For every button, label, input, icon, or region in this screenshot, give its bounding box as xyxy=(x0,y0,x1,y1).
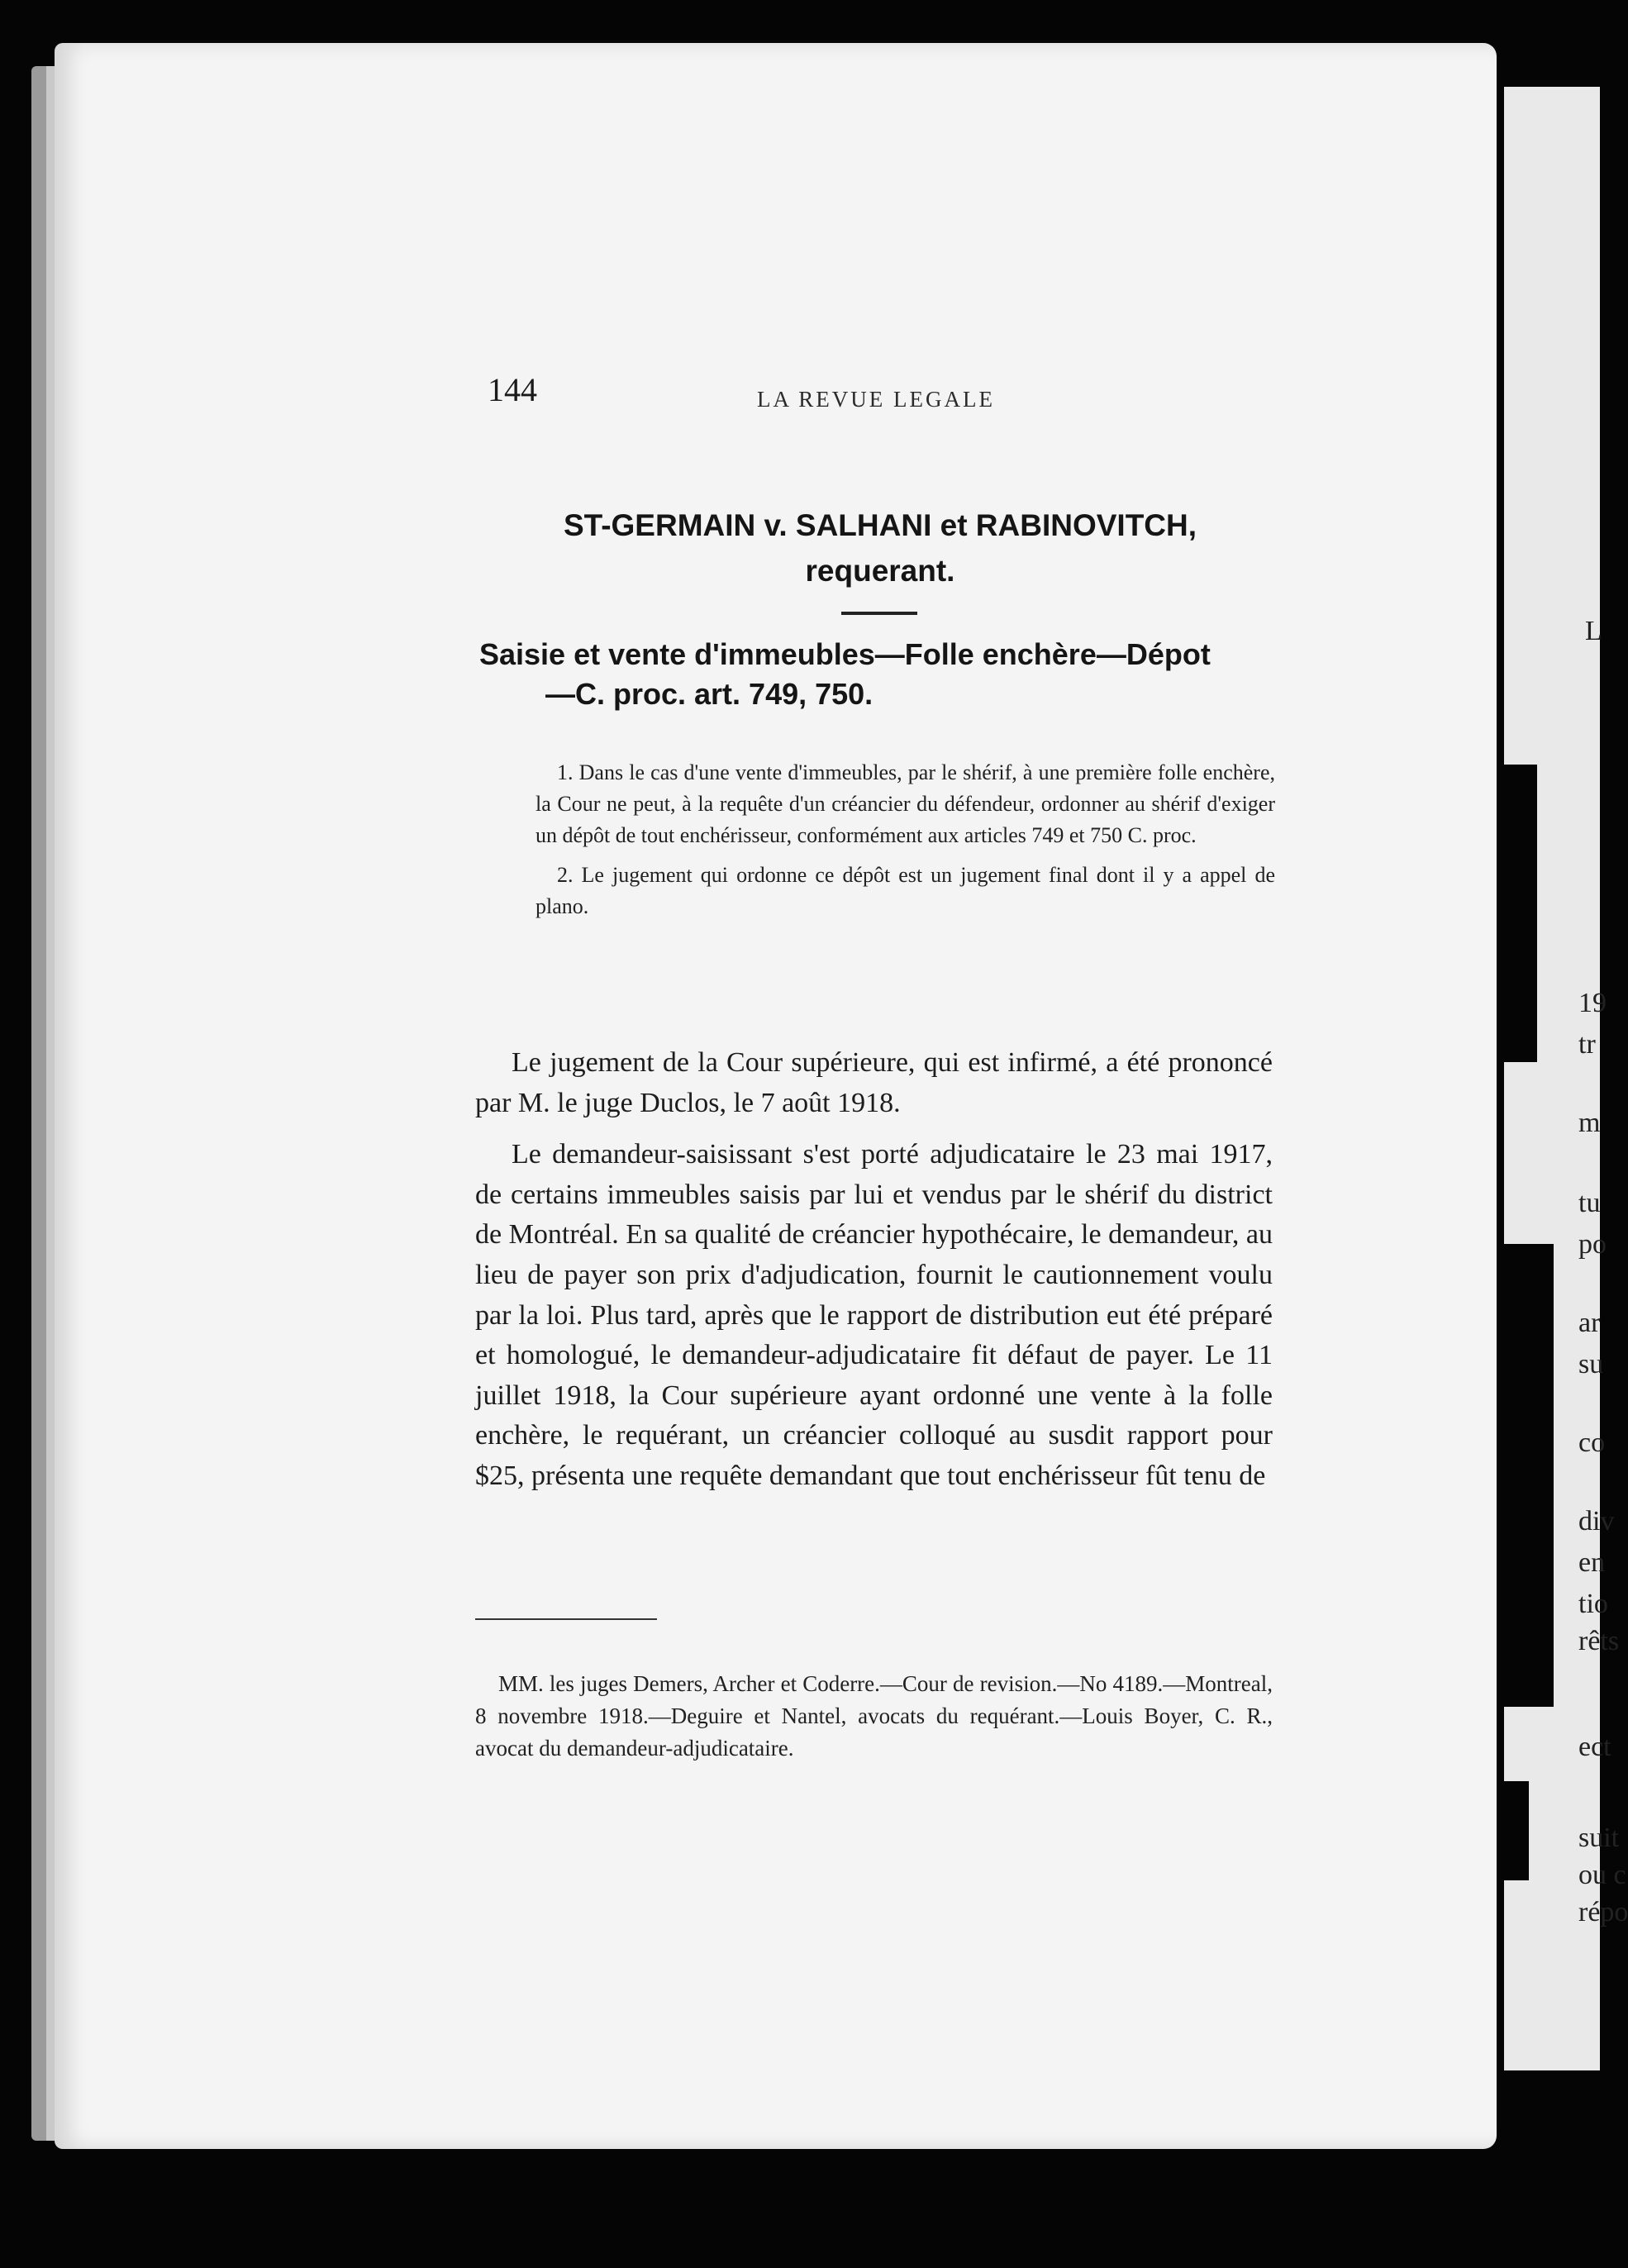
fragment-text: 19 xyxy=(1578,988,1607,1018)
fragment-text: po xyxy=(1578,1229,1607,1260)
headnote: 2. Le jugement qui ordonne ce dépôt est un jugement final dont il y a appel de plano. xyxy=(536,863,1275,918)
page-tear xyxy=(1504,765,1537,1062)
fragment-text: tr xyxy=(1578,1029,1596,1060)
fragment-text: L xyxy=(1585,616,1602,646)
fragment-text: ou c xyxy=(1578,1860,1626,1890)
fragment-text: su xyxy=(1578,1349,1604,1379)
fragment-text: co xyxy=(1578,1427,1606,1458)
fragment-text: tio xyxy=(1578,1589,1608,1619)
running-title: LA REVUE LEGALE xyxy=(757,387,995,412)
subject-line: —C. proc. art. 749, 750. xyxy=(545,677,874,711)
adjacent-page-fragment xyxy=(1504,87,1628,2070)
fragment-text: suit xyxy=(1578,1822,1620,1853)
page-tear xyxy=(1504,1244,1554,1707)
fragment-text: rêts xyxy=(1578,1626,1620,1656)
body-text xyxy=(475,1043,1273,1508)
headnote: 1. Dans le cas d'une vente d'immeubles, par le shérif, à une première folle enchère, la Cour ne peut, à la requête d'un créancier du défendeur, ordonner au shérif d'exiger un dépôt de tout enchérisseur, conformément aux articles 749 et 750 C. proc. xyxy=(536,760,1275,847)
fragment-text: répo xyxy=(1578,1897,1628,1927)
page-tear xyxy=(1504,1781,1529,1880)
fragment-text: ect xyxy=(1578,1732,1611,1762)
title-divider xyxy=(841,612,917,615)
footnote: MM. les juges Demers, Archer et Coderre.—Cour de revision.—No 4189.—Montreal, 8 novembre 1918.—Deguire et Nantel, avocats du requérant.—Louis Boyer, C. R., avocat du demandeur-adjudicataire. xyxy=(475,1671,1273,1761)
body-paragraph: Le demandeur-saisissant s'est porté adjudicataire le 23 mai 1917, de certains immeubles saisis par lui et vendus par le shérif du district de Montréal. En sa qualité de créancier hypothécaire, le demandeur, au lieu de payer son prix d'adjudication, fournit le cautionnement voulu par la loi. Plus tard, après que le rapport de distribution eut été préparé et homologué, le demandeur-adjudicataire fit défaut de payer. Le 11 juillet 1918, la Cour supérieure ayant ordonné une vente à la folle enchère, le requérant, un créancier colloqué au susdit rapport pour $25, présenta une requête demandant que tout enchérisseur fût tenu de xyxy=(475,1139,1273,1491)
fragment-text: en xyxy=(1578,1547,1606,1578)
fragment-text: tu xyxy=(1578,1188,1601,1218)
footnote-divider xyxy=(475,1618,657,1620)
case-title xyxy=(488,503,1273,593)
page-header xyxy=(488,370,1273,420)
body-paragraph: Le jugement de la Cour supérieure, qui est infirmé, a été prononcé par M. le juge Duclos, le 7 août 1918. xyxy=(475,1047,1273,1118)
subject-heading xyxy=(479,635,1289,714)
fragment-text: ar xyxy=(1578,1308,1601,1338)
page-number: 144 xyxy=(488,371,537,408)
case-title-line: requerant. xyxy=(805,554,955,588)
fragment-text: div xyxy=(1578,1506,1615,1537)
subject-line: Saisie et vente d'immeubles—Folle enchère—Dépot xyxy=(479,637,1211,671)
headnotes xyxy=(536,757,1275,931)
case-title-line: ST-GERMAIN v. SALHANI et RABINOVITCH, xyxy=(563,508,1197,542)
fragment-text: m xyxy=(1578,1108,1601,1138)
